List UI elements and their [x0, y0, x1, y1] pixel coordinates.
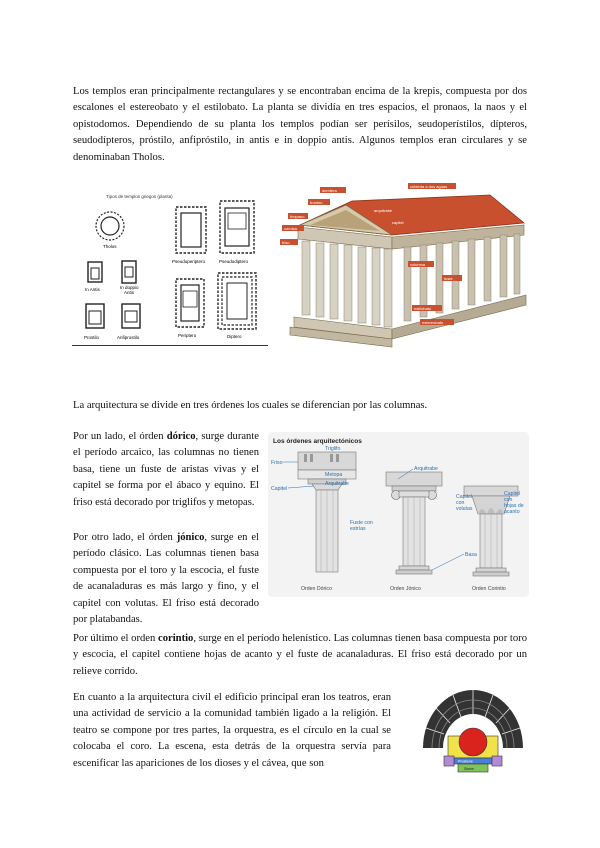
- architectural-orders-drawing: [268, 432, 529, 597]
- doric-bold: dórico: [166, 431, 196, 442]
- intro-paragraph: Los templos eran principalmente rectangulares y se encontraban encima de la krepis, compuesta por dos escalones el estereobato y el estilobato. La planta se dividía en tres espacios, el pronaos, la naos y el opistodomos. Dependiendo de su planta los templos podían ser perísilos, seudoperístilos, dípteros, seudodípteros, próstilo, anfipróstilo, in antis e in doppio antis. Algunos templos eran circulares y se denominaban Tholos.: [73, 86, 527, 163]
- ionic-bold: jónico: [176, 532, 205, 543]
- civil-paragraph: En cuanto a la arquitectura civil el edificio principal eran los teatros, eran una actividad de servicio a la comunidad también ligado a la religión. El teatro se compone por tres partes, la orquestra, es el círculo en la cual se colocaba el coro. La escena, esta detrás de la orquestra servía para escenificar las apariciones de los dioses y el cávea, que son: [73, 692, 391, 769]
- label-basa: Basa: [465, 552, 477, 558]
- temple-perspective-figure: [280, 183, 528, 361]
- corinthian-pre: Por último el orden: [73, 633, 159, 644]
- ionic-post: , surge en el período clásico. Las columnas tienen basa compuesta por el toro y la escocia, el fuste de acanaladuras es más largo y fino, y el capitel con volutas. El friso está decorado por platabandas.: [73, 532, 259, 626]
- label-friso: Friso: [271, 460, 283, 466]
- orders-paragraph: La arquitectura se divide en tres órdenes los cuales se diferencian por las columnas.: [73, 400, 428, 411]
- temple-label-4: friso: [282, 240, 290, 245]
- doric-pre: Por un lado, el órden: [73, 431, 167, 442]
- theatre-plan-drawing: [418, 676, 528, 780]
- orders-title: Los órdenes arquitectónicos: [273, 438, 362, 445]
- label-in-doppio-antis: Antis: [124, 290, 135, 295]
- caption-corinthian: Orden Corintio: [472, 586, 506, 592]
- temple-plans-drawing: [72, 187, 268, 345]
- theatre-plan-figure: [418, 676, 528, 780]
- label-capitel: Capitel: [271, 486, 288, 492]
- doric-post: , surge durante el período arcaico, las columnas no tienen basa, tiene un fuste de aristas vivas y el capitel se forma por el ábaco y equino. El friso está decorado por triglifos y metopas.: [73, 431, 259, 508]
- label-capitel-acanto-3: hojas de: [504, 503, 524, 509]
- label-anfiprostilo: Anfiprostilo: [117, 335, 140, 340]
- temple-label-9: estilobato: [414, 306, 432, 311]
- label-pseudodiptero: Pseudodiptero: [219, 259, 249, 264]
- label-prostilo: Prostilo: [84, 335, 100, 340]
- label-arquitrabe: Arquitrabe: [414, 466, 438, 472]
- label-capitel-volutas-1: Capitel: [456, 494, 473, 500]
- temple-label-3: cornisa: [284, 226, 297, 231]
- ionic-column: [386, 472, 442, 574]
- ionic-paragraph: [73, 530, 259, 628]
- temple-label-7: columna: [410, 262, 426, 267]
- temple-label-8: fuste: [444, 276, 453, 281]
- label-in-doppio: In doppio: [120, 285, 139, 290]
- corinthian-bold: corintio: [158, 633, 194, 644]
- temple-perspective-drawing: [280, 183, 528, 361]
- doric-paragraph: [73, 429, 259, 511]
- label-in-antis: In Antis: [85, 287, 100, 292]
- caption-ionic: Orden Jónico: [390, 586, 421, 592]
- label-pseudoperiptero: Pseudoperiptero: [172, 259, 206, 264]
- caption-doric: Orden Dórico: [301, 586, 332, 592]
- ionic-pre: Por otro lado, el órden: [73, 532, 177, 543]
- label-fuste-1: Fuste con: [350, 520, 373, 526]
- temple-plans-figure: [72, 187, 268, 346]
- temple-label-0: acrótera: [322, 188, 337, 193]
- plans-title: Tipos de templos griegos (planta): [106, 194, 173, 199]
- temple-label-10: estereobato: [422, 320, 444, 325]
- label-periptero: Periptero: [178, 333, 197, 338]
- label-diptero: Diptero: [227, 334, 242, 339]
- label-capitel-volutas-2: con: [456, 500, 465, 506]
- label-arquitrabe-short: Arquitrabe: [325, 481, 349, 487]
- architectural-orders-figure: [268, 432, 529, 597]
- theatre-label-skene: Skene: [464, 767, 474, 771]
- label-fuste-2: estrías: [350, 526, 366, 532]
- corinthian-post: , surge en el período helenístico. Las columnas tienen basa compuesta por toro y escocia, el capitel contiene hojas de acanto y el fuste de acanaladuras. El friso está decorado por un relieve corrido.: [73, 633, 527, 677]
- corinthian-paragraph: [73, 631, 527, 680]
- temple-label-6: capitel: [392, 220, 404, 225]
- label-capitel-acanto-1: Capitel: [504, 491, 521, 497]
- doric-column: [298, 452, 356, 572]
- theatre-label-proskene: Proskene: [458, 759, 473, 764]
- label-metopa: Metopa: [325, 472, 343, 478]
- temple-label-5: arquitrabe: [374, 208, 393, 213]
- temple-label-2: tímpano: [290, 214, 305, 219]
- temple-label-11: cubierta a dos aguas: [410, 184, 448, 189]
- label-capitel-volutas-3: volutas: [456, 506, 473, 512]
- label-tholos: Tholos: [103, 244, 117, 249]
- label-capitel-acanto-2: con: [504, 497, 513, 503]
- temple-label-1: frontón: [310, 200, 323, 205]
- label-triglifo: Triglifo: [325, 446, 341, 452]
- label-capitel-acanto-4: acanto: [504, 509, 520, 515]
